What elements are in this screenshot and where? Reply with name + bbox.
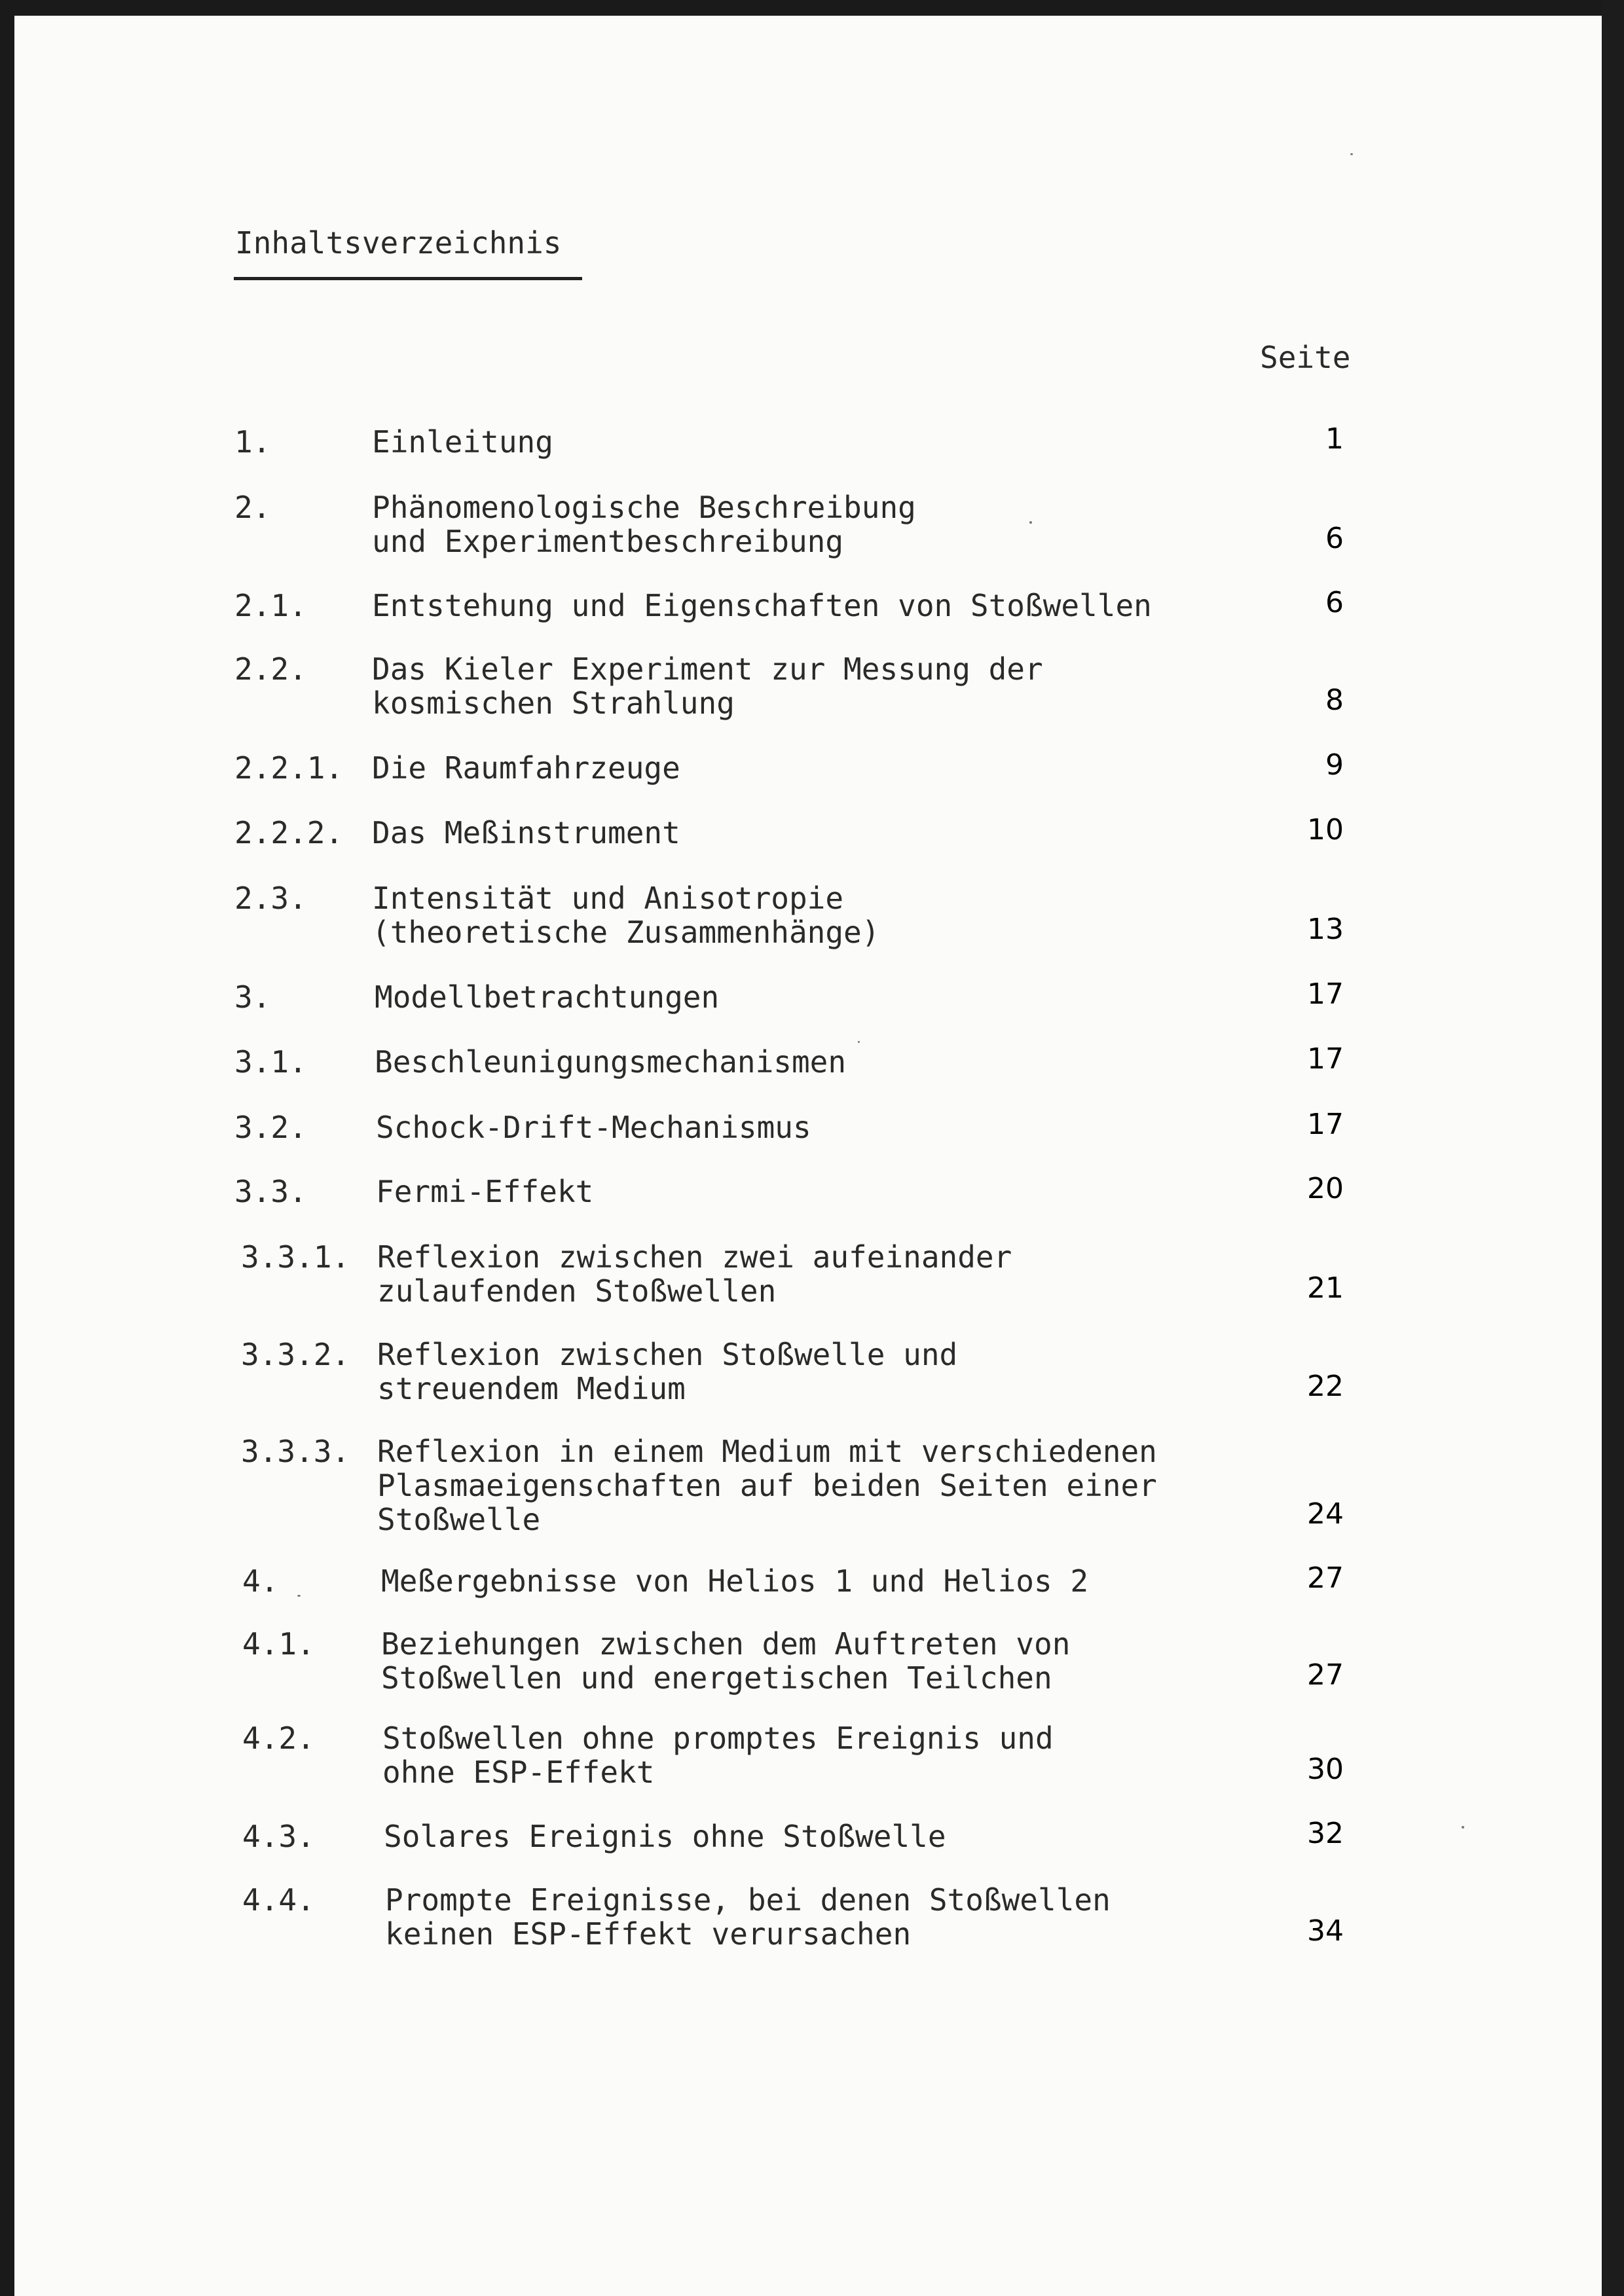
toc-entry-number: 3.3.2.: [241, 1337, 350, 1372]
toc-page-number: 8: [1325, 683, 1344, 717]
toc-entry-title-line: ohne ESP-Effekt: [382, 1755, 655, 1790]
scan-speck: [1029, 521, 1032, 524]
toc-entry-title: [385, 1883, 1111, 1951]
toc-page-number: 34: [1307, 1914, 1344, 1948]
toc-entry-number: 2.2.2.: [234, 815, 344, 850]
toc-page-number: 10: [1307, 813, 1344, 847]
scan-speck: [1462, 1826, 1464, 1829]
toc-page-number: 13: [1307, 913, 1344, 946]
toc-page-number: 32: [1307, 1817, 1344, 1850]
toc-entry-title: [381, 1627, 1070, 1695]
toc-entry-title: [372, 589, 1152, 623]
toc-entry-title: [372, 425, 553, 459]
toc-entry-title: [372, 816, 680, 850]
toc-entry-number: 4.3.: [242, 1819, 315, 1854]
toc-entry-title-line: Reflexion in einem Medium mit verschiedenen: [377, 1434, 1157, 1469]
toc-entry-title: [384, 1819, 946, 1853]
toc-entry-title-line: streuendem Medium: [377, 1371, 686, 1406]
toc-entry-title-line: Beziehungen zwischen dem Auftreten von: [381, 1626, 1071, 1662]
toc-entry-number: 4.4.: [242, 1882, 315, 1918]
toc-entry-title: [377, 1434, 1157, 1537]
toc-entry-title-line: Entstehung und Eigenschaften von Stoßwellen: [372, 588, 1152, 623]
toc-entry-title-line: Solares Ereignis ohne Stoßwelle: [384, 1819, 946, 1854]
toc-entry-title: [376, 1110, 811, 1144]
toc-entry-title-line: Meßergebnisse von Helios 1 und Helios 2: [381, 1563, 1089, 1599]
toc-page-number: 24: [1307, 1497, 1344, 1531]
toc-page-number: 6: [1325, 522, 1344, 555]
toc-entry-title-line: Stoßwellen ohne promptes Ereignis und: [382, 1721, 1054, 1756]
page-column-label: Seite: [1260, 340, 1351, 375]
toc-page-number: 27: [1307, 1658, 1344, 1692]
toc-entry-title: [375, 1045, 846, 1079]
toc-entry-title-line: zulaufenden Stoßwellen: [377, 1273, 777, 1309]
toc-entry-number: 1.: [234, 424, 271, 460]
toc-entry-title-line: Die Raumfahrzeuge: [372, 750, 680, 786]
toc-entry-title-line: Phänomenologische Beschreibung: [372, 490, 916, 525]
toc-entry-title-line: Reflexion zwischen Stoßwelle und: [377, 1337, 958, 1372]
toc-entry-title-line: und Experimentbeschreibung: [372, 524, 844, 559]
toc-entry-title-line: Stoßwelle: [377, 1502, 541, 1537]
toc-entry-title-line: Einleitung: [372, 424, 553, 460]
toc-entry-title-line: (theoretische Zusammenhänge): [372, 915, 880, 950]
toc-entry-title: [375, 980, 719, 1014]
toc-page-number: 20: [1307, 1172, 1344, 1205]
toc-entry-title-line: kosmischen Strahlung: [372, 685, 735, 721]
toc-entry-title: [372, 652, 1043, 720]
toc-page-number: 17: [1307, 977, 1344, 1011]
toc-page-number: 30: [1307, 1753, 1344, 1786]
toc-entry-number: 3.3.1.: [241, 1239, 350, 1275]
toc-entry-number: 2.1.: [234, 588, 307, 623]
toc-entry-title-line: Fermi-Effekt: [376, 1174, 594, 1209]
toc-entry-title-line: keinen ESP-Effekt verursachen: [385, 1916, 912, 1952]
scan-speck: [858, 1041, 860, 1043]
toc-entry-title-line: Intensität und Anisotropie: [372, 881, 844, 916]
scan-speck: [1350, 153, 1353, 155]
toc-entry-number: 3.2.: [234, 1110, 307, 1145]
toc-entry-number: 3.: [234, 979, 271, 1015]
scan-speck: [297, 1595, 301, 1597]
toc-entry-number: 3.3.3.: [241, 1434, 350, 1469]
toc-page-number: 21: [1307, 1271, 1344, 1305]
toc-page-number: 27: [1307, 1561, 1344, 1595]
toc-entry-number: 4.1.: [242, 1626, 315, 1662]
toc-entry-title-line: Beschleunigungsmechanismen: [375, 1044, 847, 1080]
toc-entry-title-line: Stoßwellen und energetischen Teilchen: [381, 1660, 1052, 1696]
toc-entry-title: [377, 1338, 957, 1406]
title-underline: [234, 277, 582, 280]
toc-entry-number: 2.2.: [234, 651, 307, 687]
toc-entry-number: 2.: [234, 490, 271, 525]
toc-page-number: 17: [1307, 1042, 1344, 1076]
toc-page-number: 17: [1307, 1108, 1344, 1141]
toc-page-number: 9: [1325, 748, 1344, 782]
toc-entry-title: [377, 1240, 1012, 1308]
toc-page-number: 1: [1325, 422, 1344, 456]
toc-entry-title-line: Plasmaeigenschaften auf beiden Seiten einer: [377, 1468, 1157, 1503]
scan-edge: [1602, 0, 1624, 2296]
toc-entry-title-line: Modellbetrachtungen: [375, 979, 720, 1015]
toc-entry-number: 4.: [242, 1563, 279, 1599]
toc-entry-number: 3.1.: [234, 1044, 307, 1080]
page-title: Inhaltsverzeichnis: [235, 225, 562, 261]
toc-entry-title: [372, 751, 680, 785]
toc-entry-number: 3.3.: [234, 1174, 307, 1209]
toc-entry-title: [372, 881, 879, 949]
toc-page-number: 22: [1307, 1370, 1344, 1403]
toc-page-number: 6: [1325, 586, 1344, 619]
toc-entry-title-line: Das Meßinstrument: [372, 815, 680, 850]
document-page: [14, 16, 1602, 2296]
toc-entry-number: 4.2.: [242, 1721, 315, 1756]
toc-entry-title-line: Das Kieler Experiment zur Messung der: [372, 651, 1043, 687]
toc-entry-title-line: Reflexion zwischen zwei aufeinander: [377, 1239, 1012, 1275]
toc-entry-title: [376, 1175, 593, 1209]
toc-entry-title-line: Prompte Ereignisse, bei denen Stoßwellen: [385, 1882, 1111, 1918]
toc-entry-title: [381, 1564, 1088, 1598]
toc-entry-number: 2.2.1.: [234, 750, 344, 786]
toc-entry-title: [382, 1721, 1054, 1789]
toc-entry-title-line: Schock-Drift-Mechanismus: [376, 1110, 811, 1145]
toc-entry-number: 2.3.: [234, 881, 307, 916]
toc-entry-title: [372, 490, 916, 558]
